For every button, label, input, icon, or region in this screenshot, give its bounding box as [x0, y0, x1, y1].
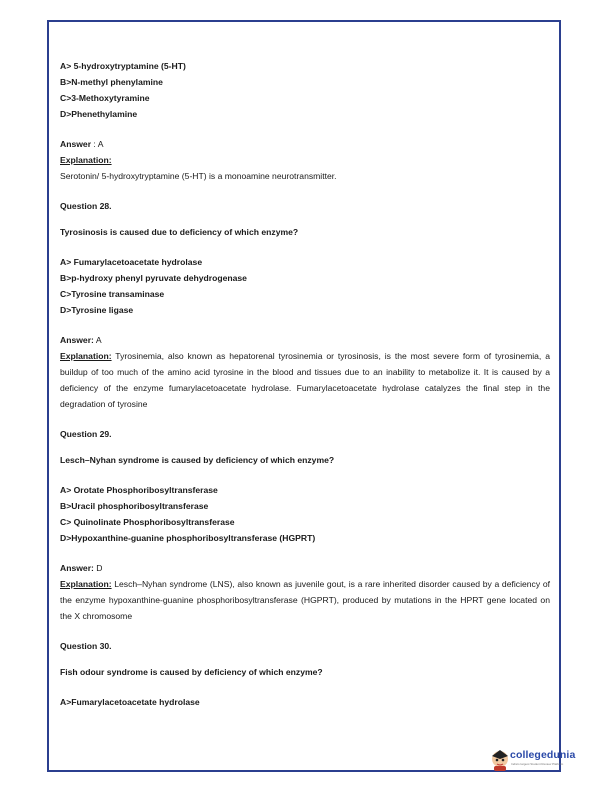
q29-answer	[60, 560, 550, 576]
mascot-icon	[490, 747, 510, 771]
q29-answer-label: Answer:	[60, 563, 94, 573]
q27-option-d: D>Phenethylamine	[60, 109, 138, 119]
q29-option-c: C> Quinolinate Phosphoribosyltransferase	[60, 517, 235, 527]
q28-answer	[60, 332, 550, 348]
q28-option-b: B>p-hydroxy phenyl pyruvate dehydrogenase	[60, 273, 247, 283]
collegedunia-logo	[490, 747, 576, 773]
q27-option-a: A> 5-hydroxytryptamine (5-HT)	[60, 61, 186, 71]
q28-option-c: C>Tyrosine transaminase	[60, 289, 165, 299]
q27-option-c: C>3-Methoxytyramine	[60, 93, 150, 103]
q28-explanation	[60, 348, 550, 412]
q27-option-b: B>N-methyl phenylamine	[60, 77, 163, 87]
q27-explanation-label: Explanation:	[60, 155, 112, 165]
q28-answer-value: A	[93, 335, 102, 345]
q29-explanation-text: Lesch–Nyhan syndrome (LNS), also known as juvenile gout, is a rare inherited disorder caused by a deficiency of the enzyme hypoxanthine-guanine phosphoribosyltransferase (HGPRT), produced by mutations in the HPRT gene located on the X chromosome	[60, 579, 550, 621]
q28-question-text: Tyrosinosis is caused due to deficiency of which enzyme?	[60, 227, 299, 237]
q27-answer	[60, 136, 550, 152]
q27-answer-label: Answer	[60, 139, 92, 149]
logo-tagline: India's largest Student Review Platform	[511, 762, 564, 766]
q29-question-text: Lesch–Nyhan syndrome is caused by deficiency of which enzyme?	[60, 455, 335, 465]
q27-explanation-text: Serotonin/ 5-hydroxytryptamine (5-HT) is a monoamine neurotransmitter.	[60, 171, 337, 181]
q29-explanation	[60, 576, 550, 624]
q29-answer-value: D	[93, 563, 103, 573]
q29-number: Question 29.	[60, 429, 112, 439]
q29-option-b: B>Uracil phosphoribosyltransferase	[60, 501, 209, 511]
page-content	[60, 58, 550, 710]
q28-answer-label: Answer:	[60, 335, 94, 345]
q28-explanation-label: Explanation:	[60, 351, 112, 361]
q29-option-a: A> Orotate Phosphoribosyltransferase	[60, 485, 218, 495]
q29-option-d: D>Hypoxanthine-guanine phosphoribosyltransferase (HGPRT)	[60, 533, 316, 543]
q28-option-d: D>Tyrosine ligase	[60, 305, 134, 315]
q30-option-a: A>Fumarylacetoacetate hydrolase	[60, 697, 200, 707]
q30-question-text: Fish odour syndrome is caused by deficiency of which enzyme?	[60, 667, 323, 677]
q29-explanation-label: Explanation:	[60, 579, 112, 589]
q27-answer-value: : A	[91, 139, 104, 149]
logo-text: collegedunia	[510, 749, 576, 761]
q30-number: Question 30.	[60, 641, 112, 651]
q28-explanation-text: Tyrosinemia, also known as hepatorenal tyrosinemia or tyrosinosis, is the most severe form of tyrosinemia, a buildup of too much of the amino acid tyrosine in the blood and tissues due to an inability to metabolize it. It is caused by a deficiency of the enzyme fumarylacetoacetate hydrolase. Fumarylacetoacetate hydrolase catalyzes the final step in the degradation of tyrosine	[60, 351, 550, 409]
q28-option-a: A> Fumarylacetoacetate hydrolase	[60, 257, 203, 267]
q28-number: Question 28.	[60, 201, 112, 211]
